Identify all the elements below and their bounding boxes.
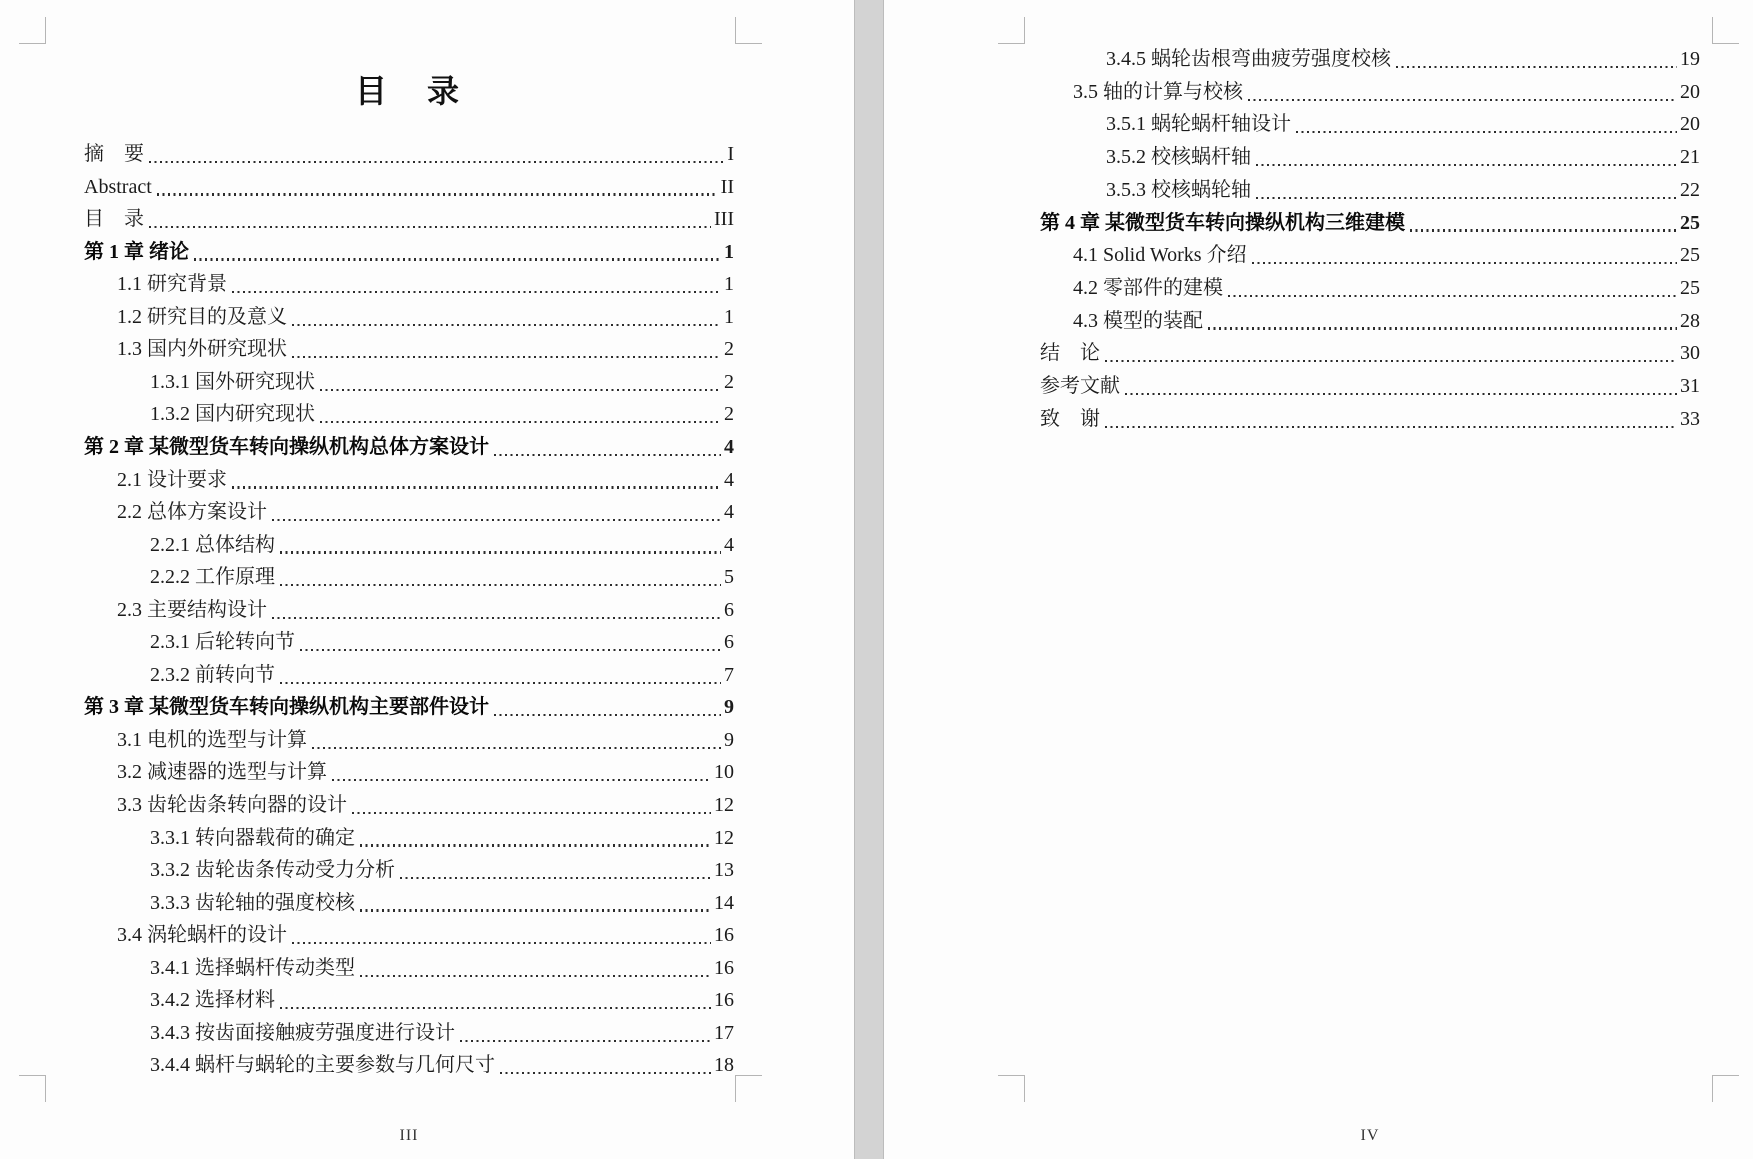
text-boundary-mark [735, 17, 762, 44]
toc-entry-label: 2.2.2 工作原理 [150, 566, 275, 589]
toc-entry-page-number: 4 [724, 501, 734, 524]
toc-entry-label: 目 录 [84, 208, 144, 231]
toc-entry[interactable] [84, 1020, 734, 1047]
dot-leader [292, 942, 711, 944]
toc-entry-label: 第 2 章 某微型货车转向操纵机构总体方案设计 [84, 435, 489, 458]
toc-entry-label: 2.3.1 后轮转向节 [150, 631, 295, 654]
toc-entry[interactable] [84, 499, 734, 526]
toc-entry-label: 1.2 研究目的及意义 [117, 305, 287, 328]
dot-leader [494, 714, 721, 716]
toc-entry[interactable] [84, 564, 734, 591]
dot-leader [352, 812, 711, 814]
toc-entry-page-number: 4 [724, 435, 734, 458]
text-boundary-mark [735, 1075, 762, 1102]
toc-entry-label: 3.3.1 转向器载荷的确定 [150, 826, 355, 849]
toc-entry[interactable] [84, 434, 734, 461]
toc-entry-page-number: 33 [1680, 407, 1700, 430]
dot-leader [232, 291, 721, 293]
toc-entry[interactable] [1040, 406, 1700, 433]
toc-entry[interactable] [84, 759, 734, 786]
text-boundary-mark [998, 17, 1025, 44]
toc-entry[interactable] [84, 825, 734, 852]
page-number-footer-left: III [399, 1127, 419, 1144]
toc-entry-label: 3.4.4 蜗杆与蜗轮的主要参数与几何尺寸 [150, 1054, 495, 1077]
dot-leader [194, 258, 721, 260]
toc-entry-page-number: 4 [724, 533, 734, 556]
toc-entry-page-number: 18 [714, 1054, 734, 1077]
toc-entry[interactable] [1040, 177, 1700, 204]
toc-entry-page-number: 13 [714, 859, 734, 882]
toc-entry-label: 3.5.3 校核蜗轮轴 [1106, 178, 1251, 201]
dot-leader [1105, 426, 1677, 428]
toc-entry-page-number: I [727, 143, 734, 165]
dot-leader [1396, 66, 1677, 68]
toc-entry-page-number: 31 [1680, 375, 1700, 397]
toc-entry-label: 2.2 总体方案设计 [117, 501, 267, 524]
toc-entry[interactable] [84, 955, 734, 982]
dot-leader [1105, 360, 1677, 362]
dot-leader [1248, 99, 1677, 101]
toc-entry-label: 摘 要 [84, 143, 144, 165]
dot-leader [157, 193, 718, 195]
toc-entry-page-number: 6 [724, 631, 734, 654]
toc-entry[interactable] [84, 890, 734, 917]
toc-entry-page-number: 2 [724, 403, 734, 426]
toc-entry[interactable] [1040, 340, 1700, 367]
toc-entry-page-number: 1 [724, 273, 734, 296]
toc-entry-label: 3.5.2 校核蜗杆轴 [1106, 146, 1251, 169]
toc-entry-label: 2.1 设计要求 [117, 468, 227, 491]
toc-entry-label: 3.4.3 按齿面接触疲劳强度进行设计 [150, 1021, 455, 1044]
toc-entry-label: 3.5 轴的计算与校核 [1073, 80, 1243, 103]
dot-leader [360, 975, 711, 977]
dot-leader [360, 844, 711, 846]
toc-entry[interactable] [84, 401, 734, 428]
dot-leader [280, 682, 721, 684]
dot-leader [272, 617, 721, 619]
dot-leader [320, 389, 721, 391]
toc-entry-label: 1.3 国内外研究现状 [117, 338, 287, 361]
dot-leader [1208, 327, 1677, 329]
dot-leader [312, 747, 721, 749]
toc-entry-page-number: 6 [724, 598, 734, 621]
toc-title: 目 录 [354, 73, 463, 109]
toc-entry-page-number: 22 [1680, 178, 1700, 201]
dot-leader [1256, 164, 1677, 166]
toc-entry-page-number: 5 [724, 566, 734, 589]
toc-entry[interactable] [1040, 210, 1700, 237]
toc-entry-page-number: 25 [1680, 244, 1700, 267]
page-gap-divider [854, 0, 884, 1159]
dot-leader [1228, 295, 1677, 297]
toc-entry-page-number: 16 [714, 989, 734, 1012]
toc-entry[interactable] [84, 304, 734, 331]
toc-entry[interactable] [84, 987, 734, 1014]
toc-entry-label: 1.3.2 国内研究现状 [150, 403, 315, 426]
toc-entry[interactable] [84, 174, 734, 201]
toc-entry-label: 3.4.1 选择蜗杆传动类型 [150, 956, 355, 979]
toc-entry-label: 3.4 涡轮蜗杆的设计 [117, 924, 287, 947]
toc-entry-label: 3.3 齿轮齿条转向器的设计 [117, 794, 347, 816]
toc-entry[interactable] [84, 792, 734, 819]
toc-entry[interactable] [84, 662, 734, 689]
toc-entry[interactable] [1040, 144, 1700, 171]
toc-entry-label: Abstract [84, 175, 152, 198]
text-boundary-mark [1712, 17, 1739, 44]
dot-leader [292, 356, 721, 358]
toc-entry-page-number: 30 [1680, 342, 1700, 365]
toc-entry[interactable] [84, 532, 734, 559]
dot-leader [494, 454, 721, 456]
toc-entry[interactable] [84, 857, 734, 884]
dot-leader [232, 486, 721, 488]
dot-leader [272, 519, 721, 521]
toc-entry-label: 3.3.2 齿轮齿条传动受力分析 [150, 859, 395, 882]
text-boundary-mark [1712, 1075, 1739, 1102]
toc-entry[interactable] [84, 467, 734, 494]
toc-entry-page-number: 12 [714, 826, 734, 849]
toc-entry[interactable] [84, 206, 734, 233]
dot-leader [280, 584, 721, 586]
toc-entry-label: 3.4.2 选择材料 [150, 989, 275, 1012]
toc-entry[interactable] [84, 271, 734, 298]
toc-entry-page-number: 9 [724, 696, 734, 719]
toc-entry-page-number: 21 [1680, 146, 1700, 169]
toc-entry-label: 参考文献 [1040, 375, 1120, 397]
toc-entry[interactable] [1040, 111, 1700, 138]
toc-entry-page-number: II [720, 175, 734, 198]
toc-entry-page-number: 25 [1680, 276, 1700, 299]
toc-entry-page-number: 20 [1680, 113, 1700, 136]
toc-entry[interactable] [1040, 373, 1700, 400]
toc-entry-page-number: 9 [724, 728, 734, 751]
toc-entry[interactable] [84, 239, 734, 266]
toc-entry-page-number: 28 [1680, 309, 1700, 332]
toc-entry-label: 3.2 减速器的选型与计算 [117, 761, 327, 784]
toc-entry-label: 结 论 [1040, 342, 1100, 365]
toc-entry-label: 1.3.1 国外研究现状 [150, 370, 315, 393]
toc-entry[interactable] [84, 597, 734, 624]
dot-leader [400, 877, 711, 879]
toc-entry-page-number: 1 [724, 305, 734, 328]
text-boundary-mark [998, 1075, 1025, 1102]
dot-leader [280, 1007, 711, 1009]
toc-entry[interactable] [1040, 79, 1700, 106]
toc-entry[interactable] [84, 922, 734, 949]
text-boundary-mark [19, 17, 46, 44]
dot-leader [332, 779, 711, 781]
toc-entry[interactable] [84, 141, 734, 168]
toc-entry-page-number: 19 [1680, 48, 1700, 70]
toc-entry-label: 第 3 章 某微型货车转向操纵机构主要部件设计 [84, 696, 489, 719]
toc-entry-page-number: 20 [1680, 80, 1700, 103]
dot-leader [292, 324, 721, 326]
toc-entry-page-number: 12 [714, 794, 734, 816]
dot-leader [149, 161, 724, 163]
toc-entry-label: 3.3.3 齿轮轴的强度校核 [150, 891, 355, 914]
dot-leader [1296, 131, 1677, 133]
dot-leader [1256, 197, 1677, 199]
toc-entry-page-number: 16 [714, 956, 734, 979]
toc-entry-page-number: 17 [714, 1021, 734, 1044]
toc-entry[interactable] [1040, 275, 1700, 302]
toc-entry-label: 3.1 电机的选型与计算 [117, 728, 307, 751]
toc-entry-label: 2.3.2 前转向节 [150, 663, 275, 686]
toc-entry-page-number: 2 [724, 370, 734, 393]
toc-entry[interactable] [84, 1052, 734, 1079]
toc-entry-page-number: III [714, 208, 734, 231]
toc-entry-label: 2.3 主要结构设计 [117, 598, 267, 621]
dot-leader [1410, 229, 1677, 231]
toc-entry-label: 致 谢 [1040, 407, 1100, 430]
toc-entry-label: 4.3 模型的装配 [1073, 309, 1203, 332]
toc-entry[interactable] [84, 336, 734, 363]
toc-entry-page-number: 14 [714, 891, 734, 914]
toc-entry-label: 1.1 研究背景 [117, 273, 227, 296]
toc-entry-page-number: 1 [724, 240, 734, 263]
toc-entry[interactable] [1040, 242, 1700, 269]
dot-leader [280, 551, 721, 553]
toc-entry[interactable] [84, 694, 734, 721]
toc-entry-label: 3.5.1 蜗轮蜗杆轴设计 [1106, 113, 1291, 136]
toc-entry[interactable] [84, 629, 734, 656]
toc-entry-page-number: 25 [1680, 211, 1700, 234]
dot-leader [460, 1040, 711, 1042]
toc-entry-label: 3.4.5 蜗轮齿根弯曲疲劳强度校核 [1106, 48, 1391, 70]
page-number-footer-right: IV [1360, 1127, 1380, 1144]
dot-leader [320, 421, 721, 423]
dot-leader [1125, 393, 1677, 395]
toc-entry-label: 第 4 章 某微型货车转向操纵机构三维建模 [1040, 211, 1405, 234]
dot-leader [500, 1072, 711, 1074]
toc-entry-page-number: 4 [724, 468, 734, 491]
toc-entry-page-number: 7 [724, 663, 734, 686]
dot-leader [300, 649, 721, 651]
dot-leader [149, 226, 711, 228]
toc-entry-label: 4.2 零部件的建模 [1073, 276, 1223, 299]
toc-entry-page-number: 2 [724, 338, 734, 361]
toc-entry[interactable] [84, 369, 734, 396]
toc-entry[interactable] [1040, 308, 1700, 335]
toc-entry-page-number: 10 [714, 761, 734, 784]
dot-leader [1252, 262, 1677, 264]
text-boundary-mark [19, 1075, 46, 1102]
toc-entry[interactable] [1040, 46, 1700, 73]
toc-entry[interactable] [84, 727, 734, 754]
toc-entry-page-number: 16 [714, 924, 734, 947]
toc-entry-label: 4.1 Solid Works 介绍 [1073, 244, 1247, 267]
toc-entry-label: 第 1 章 绪论 [84, 240, 189, 263]
toc-entry-label: 2.2.1 总体结构 [150, 533, 275, 556]
dot-leader [360, 909, 711, 911]
